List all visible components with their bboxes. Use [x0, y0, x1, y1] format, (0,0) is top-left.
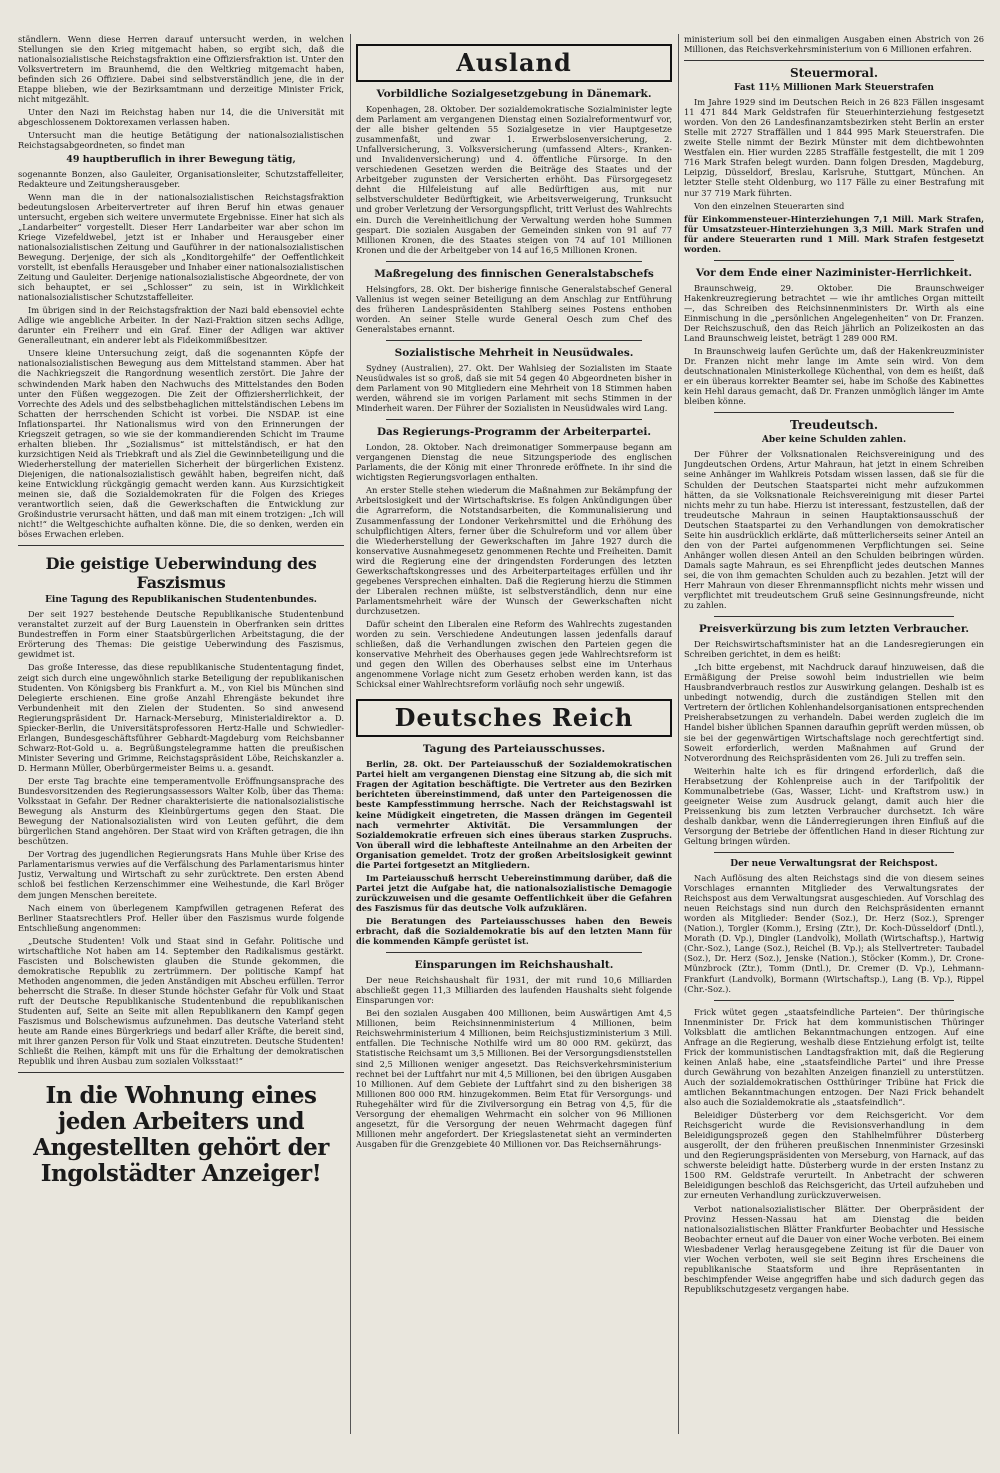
- article-text: ministerium soll bei den einmaligen Ausgaben einen Abstrich von 26 Millionen, das Reichsverkehrsministerium von 6 Millionen erfahren.: [684, 34, 984, 55]
- column-right: [684, 34, 984, 1444]
- article-text: Der Vortrag des jugendlichen Regierungsrats Hans Muhle über Krise des Parlamentarismus verwies auf die Verfälschung des Parlamentarismus hinter Justiz, Verwaltung und Wirtschaft zu sehr zurücktrete. Den ersten Abend schloß bei festlichen Kerzenschimmer eine Weihestunde, die Karl Bröger dem jungen Menschen bereitete.: [18, 849, 344, 900]
- article-text: Der seit 1927 bestehende Deutsche Republikanische Studentenbund veranstaltet zurzeit auf der Burg Lauenstein in Oberfranken sein drittes Bundestreffen in Form einer Staatsbürgerlichen Arbeitstagung, die der Erörterung des Themas: Die geistige Ueberwindung des Faszismus, gewidmet ist.: [18, 609, 344, 660]
- article-text: Kopenhagen, 28. Oktober. Der sozialdemokratische Sozialminister legte dem Parlament am vergangenen Dienstag einen Sozialreformentwurf vor, der alle bisher geltenden 55 Sozialgesetze in vier Hauptgesetze zusammenfaßt, und zwar 1. Erwerbslosenversicherung, 2. Unfallversicherung, 3. Volksversicherung (umfassend Alters-, Kranken- und Invalidenversicherung) und 4. öffentliche Fürsorge. In den verschiedenen Gesetzen werden die Beiträge des Staates und der Arbeitgeber zugunsten der Versicherten erhöht. Das Fürsorgegesetz dehnt die Hilfeleistung auf alle Bedürftigen aus, mit nur selbstverschuldeter Bedürftigkeit, wie Arbeitsverweigerung, Trunksucht und grober Verletzung der Versorgungspflicht, tritt Verlust des Wahlrechts ein. Durch die Vereinheitlichung der Verwaltung werden hohe Summen gespart. Die sozialen Ausgaben der Gemeinden sinken von 91 auf 77 Millionen Kronen, die des Staates steigen von 74 auf 101 Millionen Kronen und die der Arbeitgeber von 14 auf 16,5 Millionen Kronen.: [356, 104, 672, 255]
- section-header-ausland: Ausland: [356, 44, 672, 82]
- column-left: [18, 34, 344, 1444]
- article-text: Der neue Reichshaushalt für 1931, der mit rund 10,6 Milliarden abschließt gegen 11,3 Milliarden des laufenden Haushalts sieht folgende Einsparungen vor:: [356, 975, 672, 1006]
- article-text: Der Führer der Volksnationalen Reichsvereinigung und des Jungdeutschen Ordens, Artur Mahraun, hat jetzt in einem Schreiben seine Anhänger im Wahlkreis Potsdam wissen lassen, daß sie für die Schulden der Deutschen Staatspartei nicht mehr aufzukommen hätten, da sie Volksnationale Reichsvereinigung mit dieser Partei nichts mehr zu tun habe. Hierzu ist interessant, festzustellen, daß der treudeutsche Mahraun in seinen Hauptaktionsausschuß der Deutschen Staatspartei zu den Verhandlungen von demokratischer Seite hin ausdrücklich erklärte, daß mütterlicherseits seiner Anteil an den von der Partei aufgenommenen Verpflichtungen sei. Seine Anhänger wollen diesen Anteil an den Schulden beibringen würden. Damals sagte Mahraun, es sei Ehrenpflicht jedes deutschen Mannes sei, die von ihm gemachten Schulden auch zu bezahlen. Jetzt will der Herr Mahraun von dieser Ehrenmannspflicht nichts mehr wissen und verpflichtet mit treudeutschem Gruß seine Gesinnungsfreunde, nicht zu zahlen.: [684, 449, 984, 611]
- separator: [714, 412, 954, 413]
- separator: [386, 419, 642, 420]
- headline: Vor dem Ende einer Naziminister-Herrlichkeit.: [695, 266, 973, 279]
- article-text: Helsingfors, 28. Okt. Der bisherige finnische Generalstabschef General Vallenius ist wegen seiner Beteiligung an dem Anschlag zur Entführung des früheren Landespräsidenten Stahlberg seines Postens enthoben worden. An seiner Stelle wurde General Oesch zum Chef des Generalstabes ernannt.: [356, 283, 672, 334]
- article-text: Untersucht man die heutige Betätigung der nationalsozialistischen Reichstagsabgeordneten, so findet man: [18, 130, 344, 151]
- separator: [714, 852, 954, 853]
- article-text: Der erste Tag brachte eine temperamentvolle Eröffnungsansprache des Bundesvorsitzenden des Regierungsassessors Walter Kolb, über das Thema: Volksstaat in Gefahr. Der Redner charakterisierte die nationalsozialistische Bewegung als Ansturm des Kleinbürgertums gegen den Staat. Die Bewegung der Nationalsozialisten wird von Leuten geführt, die dem bürgerlichen Stand angehören. Der Staat wird von Kräften getragen, die ihn beschützen.: [18, 776, 344, 847]
- advertisement-banner: In die Wohnung eines jeden Arbeiters und Angestellten gehört der Ingolstädter Anzeiger!: [33, 1082, 329, 1188]
- article-text: Bei den sozialen Ausgaben 400 Millionen, beim Auswärtigen Amt 4,5 Millionen, beim Reichsinnenministerium 4 Millionen, beim Reichswehrministerium 4 Millionen, beim Reichsjustizministerium 3 Mill. entfallen. Die Technische Nothilfe wird um 80 000 RM. gekürzt, das Statistische Reichsamt um 3,5 Millionen. Bei der Versorgungsdienststellen sind 2,5 Millionen weniger angesetzt. Das Reichsverkehrsministerium rechnet bei der Luftfahrt nur mit 4,5 Millionen, bei den übrigen Ausgaben 10 Millionen. Auf dem Gebiete der Luftfahrt sind zu den bisherigen 38 Millionen 800 000 RM. hinzugekommen. Beim Etat für Versorgungs- und Ruhegehälter wird für die Zivilversorgung ein Betrag von 4,5, für die Versorgung der ehemaligen Wehrmacht ein solcher von 96 Millionen angesetzt, für die Versorgung der neuen Wehrmacht dagegen fünf Millionen mehr angefordert. Der Kriegslastenetat sieht an verminderten Ausgaben für die Grenzgebiete 40 Millionen vor. Das Reichsernährungs-: [356, 1008, 672, 1149]
- article-text: Verbot nationalsozialistischer Blätter. Der Oberpräsident der Provinz Hessen-Nassau hat am Dienstag die beiden nationalsozialistischen Blätter Frankfurter Beobachter und Hessische Beobachter erneut auf die Dauer von einer Woche verboten. Bei einem Wiesbadener Verlag herausgegebene Zeitung ist für die Dauer von vier Wochen verboten, weil sie seit Beginn ihres Erscheinens die republikanische Staatsform und ihre Repräsentanten in beschimpfender Weise angegriffen habe und sich dadurch gegen das Republikschutzgesetz vergangen habe.: [684, 1203, 984, 1294]
- separator: [714, 260, 954, 261]
- subheadline: Aber keine Schulden zahlen.: [761, 435, 907, 446]
- headline: Maßregelung des finnischen Generalstabschefs: [374, 267, 654, 280]
- article-text: für Einkommensteuer-Hinterziehungen 7,1 Mill. Mark Strafen, für Umsatzsteuer-Hinterziehungen 3,3 Mill. Mark Strafen und für andere Steuerarten rund 1 Mill. Mark Strafen festgesetzt worden.: [684, 213, 984, 254]
- headline-fascism: Die geistige Ueberwindung des Faszismus: [45, 554, 317, 593]
- separator: [18, 545, 344, 546]
- separator: [18, 1072, 344, 1073]
- article-text: Im Parteiausschuß herrscht Uebereinstimmung darüber, daß die Partei jetzt die Aufgabe hat, die nationalsozialistische Demagogie zurückzuweisen und die gesamte Oeffentlichkeit über die Gefahren des Faszismus für das deutsche Volk aufzuklären.: [356, 872, 672, 913]
- article-text: Weiterhin halte ich es für dringend erforderlich, daß die Herabsetzung der Kohlenpreise auch in der Tarifpolitik der Kommunalbetriebe (Gas, Wasser, Licht- und Kraftstrom usw.) in geeigneter Weise zum Ausdruck gelangt, damit auch hier die Preissenkung bis zum letzten Verbraucher durchsetzt. Ich wäre deshalb dankbar, wenn die Länderregierungen ihren Einfluß auf die Versorgung der Betriebe der öffentlichen Hand in dieser Richtung zur Geltung bringen würden.: [684, 765, 984, 846]
- separator: [386, 340, 642, 341]
- article-text: „Ich bitte ergebenst, mit Nachdruck darauf hinzuweisen, daß die Ermäßigung der Preise sowohl beim industriellen wie beim Hausbrandverbrauch restlos zur Auswirkung gelangen. Deshalb ist es unbedingt notwendig, durch die zuständigen Stellen mit den Vertretern der örtlichen Kohlenhandelsorganisationen entsprechenden Preisherabsetzungen zu verhandeln. Dabei werden zugleich die im Handel bisher üblichen Spannen daraufhin geprüft werden müssen, ob sie bei der gegenwärtigen Wirtschaftslage noch gerechtfertigt sind. Soweit erforderlich, werden Maßnahmen auf Grund der Notverordnung des Reichspräsidenten vom 26. Juli zu treffen sein.: [684, 662, 984, 763]
- headline: Einsparungen im Reichshaushalt.: [414, 959, 614, 972]
- article-text: Wenn man die in der nationalsozialistischen Reichstagsfraktion bedeutungslosen Arbeitervertreter auf ihren Beruf hin etwas genauer untersucht, ergeben sich weitere unvermutete Ergebnisse. Einer hat sich als „Landarbeiter“ vorgestellt. Dieser Herr Landarbeiter war aber schon im Kriege Vizefeldwebel, jetzt ist er Inhaber und Herausgeber einer nationalsozialistischen Zeitung und Gauführer in der nationalsozialistischen Bewegung. Derjenige, der sich als „Konditorgehilfe“ der Oeffentlichkeit vorstellt, ist ebenfalls Herausgeber und Inhaber einer nationalsozialistischen Zeitung und Gauleiter. Derjenige nationalsozialistische Abgeordnete, der von sich behauptet, er sei „Schlosser“ zu sein, ist in Wirklichkeit nationalsozialistischer Schutzstaffelleiter.: [18, 191, 344, 303]
- headline: Steuermoral.: [789, 66, 879, 81]
- highlight-line: 49 hauptberuflich in ihrer Bewegung tätig,: [66, 153, 296, 165]
- article-text: Braunschweig, 29. Oktober. Die Braunschweiger Hakenkreuzregierung betrachtet — wie ihr amtliches Organ mitteilt —, das Schreiben des Reichsinnenministers Dr. Wirth als eine Einmischung in die „persönlichen Angelegenheiten“ von Dr. Franzen. Der Reichszuschuß, den das Reich jährlich an Polizeikosten an das Land Braunschweig leistet, beträgt 1 289 000 RM.: [684, 282, 984, 344]
- headline: Treudeutsch.: [790, 418, 878, 433]
- article-text: Dafür scheint den Liberalen eine Reform des Wahlrechts zugestanden worden zu sein. Verschiedene Andeutungen lassen jedenfalls darauf schließen, daß die Verhandlungen zwischen den Parteien gegen die konservative Mehrheit des Oberhauses gegen jede Wahlrechtsreform ist und gegen den Willen des Oberhauses selbst eine im Unterhaus angenommene Vorlage nicht zum Gesetz erhoben werden kann, ist das Schicksal einer Wahlrechtsreform vorläufig noch sehr ungewiß.: [356, 618, 672, 690]
- separator: [386, 261, 642, 262]
- separator: [684, 60, 984, 61]
- headline: Sozialistische Mehrheit in Neusüdwales.: [394, 346, 634, 359]
- subheadline: Fast 11½ Millionen Mark Steuerstrafen: [734, 83, 934, 94]
- headline: Das Regierungs-Programm der Arbeiterpartei.: [376, 426, 652, 439]
- section-header-deutsches-reich: Deutsches Reich: [356, 699, 672, 737]
- article-text: Im Jahre 1929 sind im Deutschen Reich in 26 823 Fällen insgesamt 11 471 844 Mark Geldstrafen für Steuerhinterziehung festgesetzt worden. Von den 26 Landesfinanzamtsbezirken steht Berlin an erster Stelle mit 2727 Straffällen und 1 844 995 Mark Steuerstrafen. Die zweite Stelle nimmt der Bezirk Münster mit dem dichtbewohnten Westfalen ein. Hier wurden 2285 Straffälle festgestellt, die mit 1 209 716 Mark Strafen belegt wurden. Dann folgen Dresden, Magdeburg, Leipzig, Düsseldorf, Breslau, Karlsruhe, Stuttgart, München. An letzter Stelle steht Oldenburg, wo 117 Fälle zu einer Bestrafung mit nur 37 719 Mark führten.: [684, 97, 984, 198]
- article-text: Unter den Nazi im Reichstag haben nur 14, die die Universität mit abgeschlossenem Doktorexamen verlassen haben.: [18, 107, 344, 128]
- column-rule-1: [350, 34, 351, 1434]
- column-middle: [356, 34, 672, 1444]
- article-text: Frick wütet gegen „staatsfeindliche Parteien“. Der thüringische Innenminister Dr. Frick hat dem kommunistischen Thüringer Volksblatt die amtlichen Bekanntmachungen entzogen. Auf eine Anfrage an die Regierung, weshalb diese Entziehung erfolgt ist, teilte Frick der kommunistischen Landtagsfraktion mit, daß die Regierung keinen Anlaß habe, eine „staatsfeindliche Partei“ und ihre Presse durch Gewährung von bezahlten Anzeigen finanziell zu unterstützen. Auch der sozialdemokratischen Ostthüringer Tribüne hat Frick die amtlichen Bekanntmachungen entzogen. Der Nazi Frick behandelt also auch die Sozialdemokratie als „staatsfeindlich“.: [684, 1006, 984, 1108]
- article-text: sogenannte Bonzen, also Gauleiter, Organisationsleiter, Schutzstaffelleiter, Redakteure und Zeitungsherausgeber.: [18, 168, 344, 189]
- article-text: Nach einem von überlegenem Kampfwillen getragenen Referat des Berliner Staatsrechtlers Prof. Heller über den Faszismus wurde folgende Entschließung angenommen:: [18, 902, 344, 933]
- separator: [386, 952, 642, 953]
- subheadline: Eine Tagung des Republikanischen Studentenbundes.: [45, 595, 317, 606]
- article-text: Beleidiger Düsterberg vor dem Reichsgericht. Vor dem Reichsgericht wurde die Revisionsverhandlung in dem Beleidigungsprozeß gegen den Stahlhelmführer Düsterberg ausgerollt, der den früheren preußischen Innenminister Grzesinski und den Regierungspräsidenten von Merseburg, von Harnack, auf das schwerste beleidigt hatte. Düsterberg wurde in der ersten Instanz zu 1500 RM. Geldstrafe verurteilt. In Anbetracht der schweren Beleidigungen beschloß das Reichsgericht, das Urteil aufzuheben und zur erneuten Verhandlung zurückzuverweisen.: [684, 1110, 984, 1201]
- article-text: An erster Stelle stehen wiederum die Maßnahmen zur Bekämpfung der Arbeitslosigkeit und der Wirtschaftskrise. Es folgen Ankündigungen über die Agrarreform, die Notstandsarbeiten, die Kommunalisierung und Zusammenfassung der Londoner Verkehrsmittel und die Erhöhung des schulpflichtigen Alters, ferner über die Schulreform und vor allem über die Wiederherstellung der Gewerkschaften im Jahre 1927 durch die konservative Ausnahmegesetz genommenen Rechte und Freiheiten. Damit wird die Regierung eine der dringendsten Forderungen des letzten Gewerkschaftskongresses und des Arbeiterparteitages erfüllen und ihr gegebenes Versprechen einhalten. Daß die Regierung hierzu die Stimmen der Liberalen rechnen müßte, ist selbstverständlich, denn nur eine Parlamentsmehrheit wäre der Wunsch der Gewerkschaften nicht durchzusetzen.: [356, 485, 672, 616]
- article-text: Nach Auflösung des alten Reichstags sind die von diesem seines Vorschlages ernannten Mitglieder des Verwaltungsrates der Reichspost aus dem Verwaltungsrat ausgeschieden. Auf Vorschlag des neuen Reichstags sind nun durch den Reichspräsidenten ernannt worden als Mitglieder: Bender (Soz.), Dr. Herz (Soz.), Sprenger (Nation.), Torgler (Komm.), Ersing (Ztr.), Dr. Koch-Düsseldorf (Dntl.), Morath (D. Vp.), Dingler (Landvolk), Mollath (Wirtschaftsp.), Hartwig (Chr.-Soz.), Lange (Soz.), Reichel (B. Vp.); als Stellvertreter: Taubadel (Soz.), Dr. Herz (Soz.), Jenske (Nation.), Stöcker (Komm.), Dr. Crone-Münzbrock (Ztr.), Tomm (Dntl.), Dr. Cremer (D. Vp.), Lehmann-Frankfurt (Landvolk), Bormann (Wirtschaftsp.), Lang (B. Vp.), Rippel (Chr.-Soz.).: [684, 873, 984, 994]
- article-text: Der Reichswirtschaftsminister hat an die Landesregierungen ein Schreiben gerichtet, in dem es heißt:: [684, 639, 984, 660]
- headline: Tagung des Parteiausschusses.: [422, 743, 606, 756]
- separator: [714, 1000, 954, 1001]
- article-text: Berlin, 28. Okt. Der Parteiausschuß der Sozialdemokratischen Partei hielt am vergangenen Dienstag eine Sitzung ab, die sich mit Fragen der Agitation beschäftigte. Die Vertreter aus den Bezirken berichteten übereinstimmend, daß unter den Parteigenossen die beste Kampfesstimmung herrsche. Nach der Reichstagswahl ist keine Müdigkeit eingetreten, die Massen drängen im Gegenteil nach vermehrter Aktivität. Die Versammlungen der Sozialdemokratie erfreuen sich eines überaus starken Zuspruchs. Von überall wird die lebhafteste Anteilnahme an den Arbeiten der Organisation gemeldet. Trotz der großen Arbeitslosigkeit gewinnt die Partei fortgesetzt an Mitgliedern.: [356, 759, 672, 870]
- article-text: Das große Interesse, das diese republikanische Studententagung findet, zeigt sich durch eine ungewöhnlich starke Beteiligung der republikanischen Studenten. Von Königsberg bis Frankfurt a. M., von Kiel bis München sind Delegierte erschienen. Eine große Anzahl Ehrengäste bekundet ihre Verbundenheit mit den Zielen der Studenten. So sind anwesend Regierungspräsident Dr. Harnack-Merseburg, Ministerialdirektor a. D. Spiecker-Berlin, die Universitätsprofessoren Hertz-Halle und Schwiedler-Erlangen, Bundesgeschäftsführer Gebhardt-Magdeburg vom Reichsbanner Schwarz-Rot-Gold u. a. Begrüßungstelegramme hatten die preußischen Minister Severing und Grimme, Reichstagspräsident Löbe, Reichskanzler a. D. Hermann Müller, Oberbürgermeister Beims u. a. gesandt.: [18, 662, 344, 773]
- article-text: In Braunschweig laufen Gerüchte um, daß der Hakenkreuzminister Dr. Franzen nicht mehr lange im Amte sein wird. Von dem deutschnationalen Ministerkollege Küchenthal, von dem es heißt, daß er ein überaus korrekter Beamter sei, habe im Schoße des Kabinettes kein Hehl daraus gemacht, daß Dr. Franzen unmöglich länger im Amte bleiben könne.: [684, 346, 984, 407]
- headline: Der neue Verwaltungsrat der Reichspost.: [730, 859, 938, 870]
- article-text: Unsere kleine Untersuchung zeigt, daß die sogenannten Köpfe der nationalsozialistischen Bewegung aus dem Mittelstand stammen. Aber hat die Nachkriegszeit die Rangordnung wesentlich zerstört. Die Jahre der schwindenden Mark haben den Nachwuchs des Mittelstandes den Boden unter den Füßen weggezogen. Die Zeit der Offiziersherrlichkeit, der Vorrechte des Adels und des selbstbehaglichen mittelständischen Lebens im Schatten der herrschenden Schicht ist vorbei. Die NSDAP. ist eine Inflationspartei. Ihr Nationalismus wird von den Erinnerungen der Kriegszeit getragen, so wie sie der kommandierenden Schicht im Traume erhalten blieben. Ihr „Sozialismus“ ist mittelständisch, er hat den kurzsichtigen Neid als Triebkraft und als Ziel die Gewinnbeteiligung und die Wiederherstellung der materiellen Sicherheit der bürgerlichen Existenz. Diejenigen, die nationalsozialistisch gewählt haben, begreifen nicht, daß keine Entwicklung rückgängig gemacht werden kann. Aus Kurzsichtigkeit meinen sie, daß die Sozialdemokraten für die Folgen des Krieges verantwortlich seien, daß die Gewerkschaften die Entwicklung zur Großindustrie verursacht hätten, und daß man mit einem trotzigen: „Ich will nicht!“ die Weltgeschichte aufhalten könne. Die, die so denken, werden ein böses Erwachen erleben.: [18, 348, 344, 540]
- article-text: Sydney (Australien), 27. Okt. Der Wahlsieg der Sozialisten im Staate Neusüdwales ist so groß, daß sie mit 54 gegen 40 Abgeordneten bisher in dem Parlament von 90 Mitgliedern eine Mehrheit von 18 Stimmen haben werden, während sie im vorigen Parlament mit sechs Stimmen in der Minderheit waren. Der Führer der Sozialisten in Neusüdwales wird Lang.: [356, 362, 672, 414]
- article-text: ständlern. Wenn diese Herren darauf untersucht werden, in welchen Stellungen sie den Krieg mitgemacht haben, so ergibt sich, daß die nationalsozialistische Reichstagsfraktion eine Offiziersfraktion ist. Unter den Volksvertretern im Braunhemd, die den Weltkrieg mitgemacht haben, befinden sich 26 Offiziere. Dabei sind selbstverständlich jene, die in der Etappe blieben, wie der Bezirksamtmann und derzeitige Minister Frick, nicht mitgezählt.: [18, 34, 344, 105]
- column-rule-2: [678, 34, 679, 1434]
- headline: Vorbildliche Sozialgesetzgebung in Dänemark.: [376, 88, 652, 100]
- article-text: Im übrigen sind in der Reichstagsfraktion der Nazi bald ebensoviel echte Adlige wie angebliche Arbeiter. In der Nazi-Fraktion sitzen sechs Adlige, darunter ein Freiherr und ein Graf. Einer der Adligen war aktiver Generalleutnant, ein anderer lebt als Fideikommißbesitzer.: [18, 305, 344, 346]
- article-text: London, 28. Oktober. Nach dreimonatiger Sommerpause begann am vergangenen Dienstag die neue Sitzungsperiode des englischen Parlaments, die der König mit einer Thronrede eröffnete. In ihr sind die wichtigsten Regierungsvorlagen enthalten.: [356, 442, 672, 483]
- article-text: Von den einzelnen Steuerarten sind: [694, 200, 845, 211]
- article-text: „Deutsche Studenten! Volk und Staat sind in Gefahr. Politische und wirtschaftliche Not haben am 14. September den Radikalismus gestärkt. Fascisten und Bolschewisten glauben die Stunde gekommen, die demokratische Republik zu zertrümmern. Der politische Kampf hat Methoden angenommen, die jeden Anständigen mit Abscheu erfüllen. Terror beherrscht die Straße. In dieser Stunde höchster Gefahr für Volk und Staat ruft der Deutsche Republikanische Studentenbund die republikanischen Studenten auf, Seite an Seite mit allen Republikanern den Kampf gegen Faszismus und Bolschewismus aufzunehmen. Das deutsche Vaterland steht heute am Rande eines Bürgerkriegs und bedarf aller Kräfte, die bereit sind, mit ihrer ganzen Person für Volk und Staat einzutreten. Deutsche Studenten! Schließt die Reihen, kämpft mit uns für die Erhaltung der demokratischen Republik und ihren Ausbau zum sozialen Volksstaat!“: [18, 935, 344, 1067]
- headline: Preisverkürzung bis zum letzten Verbraucher.: [698, 623, 970, 636]
- separator: [714, 616, 954, 617]
- article-text: Die Beratungen des Parteiausschusses haben den Beweis erbracht, daß die Sozialdemokratie bis auf den letzten Mann für die kommenden Kämpfe gerüstet ist.: [356, 916, 672, 947]
